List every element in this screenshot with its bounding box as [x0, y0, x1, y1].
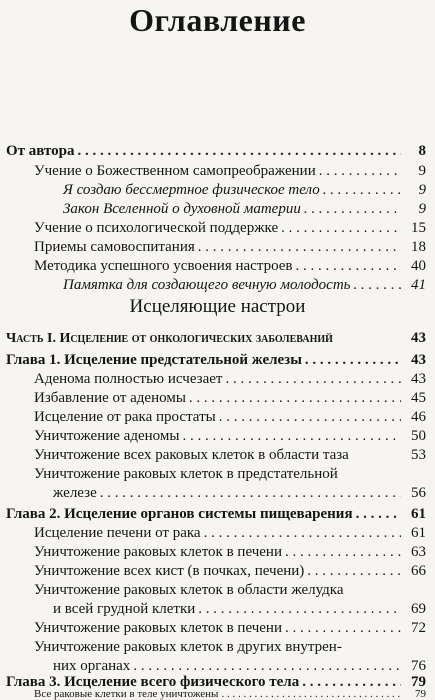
page-title: Оглавление: [129, 2, 306, 38]
entry-text: Приемы самовоспитания: [34, 239, 195, 255]
entry-page: 61: [411, 506, 426, 522]
entry-page: 56: [411, 485, 426, 501]
entry-page: 40: [411, 258, 426, 274]
entry-text: Уничтожение раковых клеток в печени: [34, 620, 282, 636]
toc-entry: [34, 688, 426, 700]
entry-text: Все раковые клетки в теле уничтожены: [34, 688, 219, 700]
toc-entry-chapter-heading: [6, 350, 426, 370]
entry-page: 9: [418, 182, 426, 198]
entry-page: 79: [411, 674, 426, 690]
entry-text: Глава 3. Исцеление всего физического тела: [6, 674, 300, 690]
toc-entry: [34, 464, 426, 484]
entry-text: Исцеление печени от рака: [34, 525, 201, 541]
entry-page: 66: [411, 563, 426, 579]
entry-page: 72: [411, 620, 426, 636]
entry-text: Уничтожение раковых клеток в области желудка: [34, 582, 344, 598]
entry-text: Учение о психологической поддержке: [34, 220, 279, 236]
entry-text: Методика успешного усвоения настроев: [34, 258, 293, 274]
entry-page: 43: [411, 330, 426, 346]
toc-entry: [34, 369, 426, 389]
entry-page: 76: [411, 658, 426, 674]
toc-entry: [34, 407, 426, 427]
entry-text: Исцеление от рака простаты: [34, 409, 216, 425]
entry-page: 53: [411, 447, 426, 463]
toc-entry-continuation: [53, 656, 426, 676]
entry-text: От автора: [6, 143, 75, 159]
entry-page: 41: [411, 277, 426, 293]
entry-page: 43: [411, 371, 426, 387]
entry-page: 15: [411, 220, 426, 236]
entry-text: Закон Вселенной о духовной материи: [63, 201, 301, 217]
entry-text: Уничтожение всех раковых клеток в области таза: [34, 447, 349, 463]
entry-page: 43: [411, 352, 426, 368]
toc-entry: [34, 542, 426, 562]
toc-entry: [34, 256, 426, 276]
toc-entry-from-author: [6, 141, 426, 161]
entry-text: Учение о Божественном самопреображении: [34, 163, 316, 179]
toc-entry: [34, 218, 426, 238]
toc-entry: [63, 275, 426, 295]
entry-page: 50: [411, 428, 426, 444]
toc-entry: [34, 388, 426, 408]
entry-page: 18: [411, 239, 426, 255]
entry-text: Я создаю бессмертное физическое тело: [63, 182, 320, 198]
toc-entry: [34, 637, 426, 657]
entry-text: Глава 2. Исцеление органов системы пищеварения: [6, 506, 353, 522]
entry-text: Уничтожение раковых клеток в предстательной: [34, 466, 338, 482]
entry-page: 79: [415, 688, 426, 700]
entry-page: 63: [411, 544, 426, 560]
entry-page: 45: [411, 390, 426, 406]
entry-text: них органах: [53, 658, 131, 674]
toc-entry-chapter-heading: [6, 504, 426, 524]
toc-entry-continuation: [53, 483, 426, 503]
toc-entry: [63, 180, 426, 200]
toc-entry: [34, 161, 426, 181]
section-title: Исцеляющие настрои: [129, 296, 306, 317]
toc-entry: [34, 561, 426, 581]
entry-text: Уничтожение аденомы: [34, 428, 180, 444]
entry-text: и всей грудной клетки: [53, 601, 196, 617]
entry-page: 69: [411, 601, 426, 617]
entry-page: 9: [418, 201, 426, 217]
toc-entry-part-heading: [6, 328, 426, 348]
toc-entry: [34, 618, 426, 638]
entry-text: Памятка для создающего вечную молодость: [63, 277, 351, 293]
entry-text: Уничтожение раковых клеток в печени: [34, 544, 282, 560]
toc-entry: [34, 237, 426, 257]
entry-text: Часть I. Исцеление от онкологических заболеваний: [6, 331, 333, 346]
entry-page: 46: [411, 409, 426, 425]
toc-entry: [34, 523, 426, 543]
toc-entry: [34, 426, 426, 446]
entry-text: Уничтожение раковых клеток в других внутрен-: [34, 639, 342, 655]
toc-entry: [34, 445, 426, 465]
entry-page: 61: [411, 525, 426, 541]
entry-text: Избавление от аденомы: [34, 390, 186, 406]
entry-text: Аденома полностью исчезает: [34, 371, 223, 387]
entry-page: 8: [418, 143, 426, 159]
entry-page: 9: [418, 163, 426, 179]
toc-entry-continuation: [53, 599, 426, 619]
entry-text: железе: [53, 485, 97, 501]
entry-text: Уничтожение всех кист (в почках, печени): [34, 563, 305, 579]
toc-entry: [63, 199, 426, 219]
toc-entry: [34, 580, 426, 600]
entry-text: Глава 1. Исцеление предстательной железы: [6, 352, 302, 368]
